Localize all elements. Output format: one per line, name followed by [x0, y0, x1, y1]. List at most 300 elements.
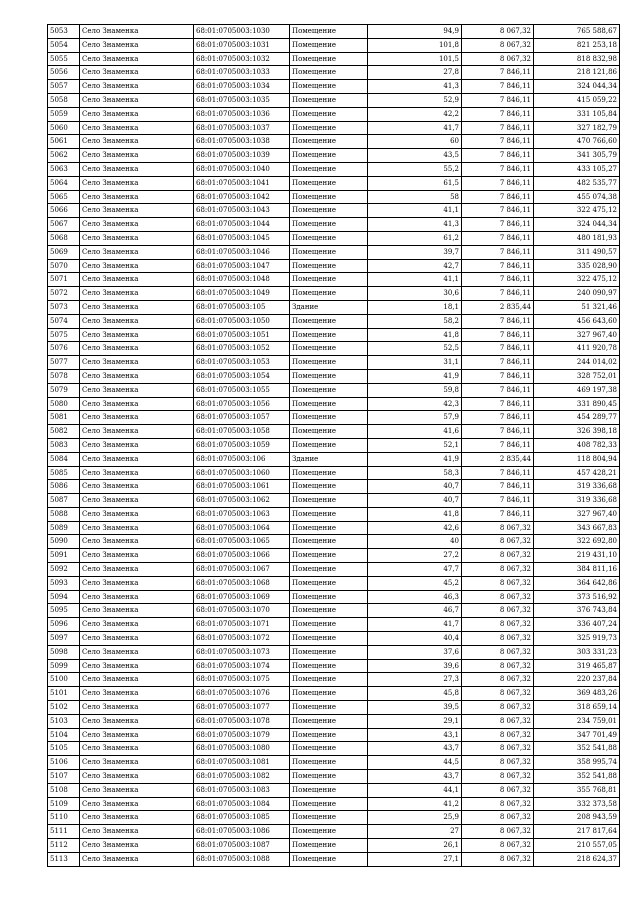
object-type-cell: Помещение — [290, 839, 368, 853]
rate-cell: 8 067,32 — [462, 756, 534, 770]
table-row — [48, 521, 620, 535]
value-cell: 455 074,38 — [534, 190, 620, 204]
area-cell: 27 — [368, 825, 462, 839]
cadastral-number-cell: 68:01:0705003:1067 — [194, 563, 290, 577]
object-type-cell: Помещение — [290, 480, 368, 494]
area-cell: 101,5 — [368, 52, 462, 66]
settlement-cell: Село Знаменка — [80, 369, 194, 383]
settlement-cell: Село Знаменка — [80, 618, 194, 632]
value-cell: 331 890,45 — [534, 397, 620, 411]
cadastral-number-cell: 68:01:0705003:1065 — [194, 535, 290, 549]
table-row — [48, 452, 620, 466]
area-cell: 44,5 — [368, 756, 462, 770]
object-type-cell: Помещение — [290, 356, 368, 370]
row-number-cell: 5110 — [48, 811, 80, 825]
row-number-cell: 5060 — [48, 121, 80, 135]
table-row — [48, 466, 620, 480]
cadastral-number-cell: 68:01:0705003:1044 — [194, 218, 290, 232]
row-number-cell: 5086 — [48, 480, 80, 494]
value-cell: 324 044,34 — [534, 218, 620, 232]
settlement-cell: Село Знаменка — [80, 273, 194, 287]
area-cell: 41,7 — [368, 121, 462, 135]
table-row — [48, 563, 620, 577]
rate-cell: 8 067,32 — [462, 811, 534, 825]
area-cell: 41,9 — [368, 369, 462, 383]
settlement-cell: Село Знаменка — [80, 535, 194, 549]
cadastral-number-cell: 68:01:0705003:1048 — [194, 273, 290, 287]
value-cell: 352 541,88 — [534, 770, 620, 784]
row-number-cell: 5113 — [48, 852, 80, 866]
value-cell: 217 817,64 — [534, 825, 620, 839]
value-cell: 234 759,01 — [534, 714, 620, 728]
object-type-cell: Помещение — [290, 604, 368, 618]
object-type-cell: Помещение — [290, 728, 368, 742]
object-type-cell: Помещение — [290, 397, 368, 411]
table-row — [48, 480, 620, 494]
cadastral-number-cell: 68:01:0705003:1066 — [194, 549, 290, 563]
table-row — [48, 25, 620, 39]
area-cell: 44,1 — [368, 783, 462, 797]
cadastral-number-cell: 68:01:0705003:1072 — [194, 632, 290, 646]
settlement-cell: Село Знаменка — [80, 673, 194, 687]
table-row — [48, 825, 620, 839]
rate-cell: 7 846,11 — [462, 342, 534, 356]
row-number-cell: 5091 — [48, 549, 80, 563]
rate-cell: 8 067,32 — [462, 549, 534, 563]
area-cell: 41,8 — [368, 507, 462, 521]
rate-cell: 7 846,11 — [462, 466, 534, 480]
settlement-cell: Село Знаменка — [80, 645, 194, 659]
area-cell: 43,7 — [368, 770, 462, 784]
row-number-cell: 5056 — [48, 66, 80, 80]
area-cell: 29,1 — [368, 714, 462, 728]
cadastral-number-cell: 68:01:0705003:1083 — [194, 783, 290, 797]
cadastral-number-cell: 68:01:0705003:1081 — [194, 756, 290, 770]
table-row — [48, 535, 620, 549]
row-number-cell: 5102 — [48, 701, 80, 715]
object-type-cell: Помещение — [290, 645, 368, 659]
table-row — [48, 383, 620, 397]
rate-cell: 8 067,32 — [462, 632, 534, 646]
cadastral-number-cell: 68:01:0705003:1038 — [194, 135, 290, 149]
value-cell: 319 465,87 — [534, 659, 620, 673]
area-cell: 42,7 — [368, 259, 462, 273]
settlement-cell: Село Знаменка — [80, 756, 194, 770]
value-cell: 469 197,38 — [534, 383, 620, 397]
cadastral-number-cell: 68:01:0705003:1041 — [194, 176, 290, 190]
value-cell: 821 253,18 — [534, 38, 620, 52]
rate-cell: 8 067,32 — [462, 604, 534, 618]
row-number-cell: 5075 — [48, 328, 80, 342]
object-type-cell: Помещение — [290, 742, 368, 756]
value-cell: 218 624,37 — [534, 852, 620, 866]
cadastral-number-cell: 68:01:0705003:1058 — [194, 425, 290, 439]
value-cell: 433 105,27 — [534, 162, 620, 176]
value-cell: 319 336,68 — [534, 494, 620, 508]
object-type-cell: Помещение — [290, 438, 368, 452]
table-row — [48, 135, 620, 149]
area-cell: 60 — [368, 135, 462, 149]
table-row — [48, 287, 620, 301]
object-type-cell: Помещение — [290, 328, 368, 342]
area-cell: 57,9 — [368, 411, 462, 425]
table-row — [48, 259, 620, 273]
value-cell: 325 919,73 — [534, 632, 620, 646]
settlement-cell: Село Знаменка — [80, 176, 194, 190]
row-number-cell: 5095 — [48, 604, 80, 618]
value-cell: 332 373,58 — [534, 797, 620, 811]
table-row — [48, 411, 620, 425]
value-cell: 322 692,80 — [534, 535, 620, 549]
row-number-cell: 5103 — [48, 714, 80, 728]
rate-cell: 2 835,44 — [462, 300, 534, 314]
value-cell: 51 321,46 — [534, 300, 620, 314]
row-number-cell: 5064 — [48, 176, 80, 190]
table-row — [48, 80, 620, 94]
table-row — [48, 507, 620, 521]
object-type-cell: Помещение — [290, 425, 368, 439]
row-number-cell: 5081 — [48, 411, 80, 425]
settlement-cell: Село Знаменка — [80, 825, 194, 839]
value-cell: 240 090,97 — [534, 287, 620, 301]
table-row — [48, 397, 620, 411]
row-number-cell: 5094 — [48, 590, 80, 604]
value-cell: 218 121,86 — [534, 66, 620, 80]
area-cell: 27,3 — [368, 673, 462, 687]
property-table — [47, 24, 620, 867]
value-cell: 219 431,10 — [534, 549, 620, 563]
area-cell: 61,5 — [368, 176, 462, 190]
table-row — [48, 604, 620, 618]
row-number-cell: 5093 — [48, 576, 80, 590]
table-row — [48, 632, 620, 646]
cadastral-number-cell: 68:01:0705003:1069 — [194, 590, 290, 604]
cadastral-number-cell: 68:01:0705003:1076 — [194, 687, 290, 701]
cadastral-number-cell: 68:01:0705003:1061 — [194, 480, 290, 494]
row-number-cell: 5079 — [48, 383, 80, 397]
table-row — [48, 204, 620, 218]
value-cell: 482 535,77 — [534, 176, 620, 190]
value-cell: 369 483,26 — [534, 687, 620, 701]
table-row — [48, 342, 620, 356]
settlement-cell: Село Знаменка — [80, 245, 194, 259]
row-number-cell: 5077 — [48, 356, 80, 370]
rate-cell: 8 067,32 — [462, 825, 534, 839]
object-type-cell: Помещение — [290, 563, 368, 577]
area-cell: 27,2 — [368, 549, 462, 563]
value-cell: 457 428,21 — [534, 466, 620, 480]
settlement-cell: Село Знаменка — [80, 852, 194, 866]
area-cell: 26,1 — [368, 839, 462, 853]
table-row — [48, 714, 620, 728]
table-row — [48, 66, 620, 80]
rate-cell: 8 067,32 — [462, 535, 534, 549]
rate-cell: 7 846,11 — [462, 507, 534, 521]
cadastral-number-cell: 68:01:0705003:1050 — [194, 314, 290, 328]
cadastral-number-cell: 68:01:0705003:1062 — [194, 494, 290, 508]
table-row — [48, 162, 620, 176]
cadastral-number-cell: 68:01:0705003:1074 — [194, 659, 290, 673]
table-row — [48, 756, 620, 770]
cadastral-number-cell: 68:01:0705003:1084 — [194, 797, 290, 811]
cadastral-number-cell: 68:01:0705003:1064 — [194, 521, 290, 535]
table-row — [48, 149, 620, 163]
row-number-cell: 5073 — [48, 300, 80, 314]
table-row — [48, 839, 620, 853]
cadastral-number-cell: 68:01:0705003:1043 — [194, 204, 290, 218]
cadastral-number-cell: 68:01:0705003:1086 — [194, 825, 290, 839]
settlement-cell: Село Знаменка — [80, 328, 194, 342]
area-cell: 18,1 — [368, 300, 462, 314]
rate-cell: 7 846,11 — [462, 494, 534, 508]
settlement-cell: Село Знаменка — [80, 356, 194, 370]
rate-cell: 7 846,11 — [462, 107, 534, 121]
rate-cell: 8 067,32 — [462, 38, 534, 52]
row-number-cell: 5067 — [48, 218, 80, 232]
object-type-cell: Помещение — [290, 245, 368, 259]
cadastral-number-cell: 68:01:0705003:1046 — [194, 245, 290, 259]
settlement-cell: Село Знаменка — [80, 383, 194, 397]
settlement-cell: Село Знаменка — [80, 107, 194, 121]
value-cell: 411 920,78 — [534, 342, 620, 356]
row-number-cell: 5082 — [48, 425, 80, 439]
settlement-cell: Село Знаменка — [80, 604, 194, 618]
area-cell: 42,2 — [368, 107, 462, 121]
value-cell: 352 541,88 — [534, 742, 620, 756]
rate-cell: 7 846,11 — [462, 314, 534, 328]
cadastral-number-cell: 68:01:0705003:1063 — [194, 507, 290, 521]
rate-cell: 7 846,11 — [462, 204, 534, 218]
object-type-cell: Помещение — [290, 287, 368, 301]
object-type-cell: Помещение — [290, 811, 368, 825]
table-row — [48, 107, 620, 121]
object-type-cell: Помещение — [290, 369, 368, 383]
cadastral-number-cell: 68:01:0705003:1039 — [194, 149, 290, 163]
table-row — [48, 231, 620, 245]
settlement-cell: Село Знаменка — [80, 25, 194, 39]
row-number-cell: 5062 — [48, 149, 80, 163]
rate-cell: 7 846,11 — [462, 66, 534, 80]
area-cell: 41,2 — [368, 797, 462, 811]
object-type-cell: Помещение — [290, 673, 368, 687]
settlement-cell: Село Знаменка — [80, 728, 194, 742]
value-cell: 358 995,74 — [534, 756, 620, 770]
settlement-cell: Село Знаменка — [80, 66, 194, 80]
cadastral-number-cell: 68:01:0705003:105 — [194, 300, 290, 314]
area-cell: 58 — [368, 190, 462, 204]
object-type-cell: Помещение — [290, 797, 368, 811]
settlement-cell: Село Знаменка — [80, 632, 194, 646]
cadastral-number-cell: 68:01:0705003:1053 — [194, 356, 290, 370]
rate-cell: 8 067,32 — [462, 563, 534, 577]
area-cell: 52,9 — [368, 93, 462, 107]
table-row — [48, 549, 620, 563]
table-row — [48, 783, 620, 797]
value-cell: 311 490,57 — [534, 245, 620, 259]
cadastral-number-cell: 68:01:0705003:1049 — [194, 287, 290, 301]
value-cell: 324 044,34 — [534, 80, 620, 94]
rate-cell: 7 846,11 — [462, 121, 534, 135]
area-cell: 41,6 — [368, 425, 462, 439]
object-type-cell: Помещение — [290, 466, 368, 480]
value-cell: 480 181,93 — [534, 231, 620, 245]
cadastral-number-cell: 68:01:0705003:1071 — [194, 618, 290, 632]
area-cell: 40,4 — [368, 632, 462, 646]
cadastral-number-cell: 68:01:0705003:1068 — [194, 576, 290, 590]
cadastral-number-cell: 68:01:0705003:1052 — [194, 342, 290, 356]
row-number-cell: 5109 — [48, 797, 80, 811]
row-number-cell: 5055 — [48, 52, 80, 66]
settlement-cell: Село Знаменка — [80, 397, 194, 411]
object-type-cell: Помещение — [290, 273, 368, 287]
row-number-cell: 5061 — [48, 135, 80, 149]
area-cell: 37,6 — [368, 645, 462, 659]
cadastral-number-cell: 68:01:0705003:1032 — [194, 52, 290, 66]
rate-cell: 8 067,32 — [462, 590, 534, 604]
cadastral-number-cell: 68:01:0705003:1035 — [194, 93, 290, 107]
row-number-cell: 5069 — [48, 245, 80, 259]
area-cell: 40 — [368, 535, 462, 549]
value-cell: 373 516,92 — [534, 590, 620, 604]
cadastral-number-cell: 68:01:0705003:1054 — [194, 369, 290, 383]
table-row — [48, 659, 620, 673]
value-cell: 318 659,14 — [534, 701, 620, 715]
rate-cell: 7 846,11 — [462, 287, 534, 301]
value-cell: 355 768,81 — [534, 783, 620, 797]
value-cell: 335 028,90 — [534, 259, 620, 273]
row-number-cell: 5089 — [48, 521, 80, 535]
object-type-cell: Помещение — [290, 149, 368, 163]
row-number-cell: 5108 — [48, 783, 80, 797]
settlement-cell: Село Знаменка — [80, 259, 194, 273]
rate-cell: 7 846,11 — [462, 397, 534, 411]
row-number-cell: 5100 — [48, 673, 80, 687]
row-number-cell: 5097 — [48, 632, 80, 646]
settlement-cell: Село Знаменка — [80, 287, 194, 301]
area-cell: 41,3 — [368, 218, 462, 232]
value-cell: 341 305,79 — [534, 149, 620, 163]
object-type-cell: Помещение — [290, 852, 368, 866]
area-cell: 31,1 — [368, 356, 462, 370]
rate-cell: 7 846,11 — [462, 80, 534, 94]
object-type-cell: Помещение — [290, 494, 368, 508]
settlement-cell: Село Знаменка — [80, 701, 194, 715]
area-cell: 41,9 — [368, 452, 462, 466]
cadastral-number-cell: 68:01:0705003:1080 — [194, 742, 290, 756]
rate-cell: 7 846,11 — [462, 93, 534, 107]
table-row — [48, 356, 620, 370]
value-cell: 470 766,60 — [534, 135, 620, 149]
rate-cell: 7 846,11 — [462, 176, 534, 190]
object-type-cell: Помещение — [290, 342, 368, 356]
rate-cell: 7 846,11 — [462, 369, 534, 383]
table-row — [48, 618, 620, 632]
settlement-cell: Село Знаменка — [80, 687, 194, 701]
row-number-cell: 5083 — [48, 438, 80, 452]
settlement-cell: Село Знаменка — [80, 80, 194, 94]
object-type-cell: Помещение — [290, 190, 368, 204]
object-type-cell: Помещение — [290, 701, 368, 715]
row-number-cell: 5085 — [48, 466, 80, 480]
object-type-cell: Помещение — [290, 590, 368, 604]
table-row — [48, 245, 620, 259]
row-number-cell: 5111 — [48, 825, 80, 839]
rate-cell: 8 067,32 — [462, 852, 534, 866]
cadastral-number-cell: 68:01:0705003:1047 — [194, 259, 290, 273]
row-number-cell: 5063 — [48, 162, 80, 176]
rate-cell: 7 846,11 — [462, 259, 534, 273]
area-cell: 27,8 — [368, 66, 462, 80]
table-row — [48, 273, 620, 287]
value-cell: 208 943,59 — [534, 811, 620, 825]
value-cell: 408 782,33 — [534, 438, 620, 452]
value-cell: 303 331,23 — [534, 645, 620, 659]
cadastral-number-cell: 68:01:0705003:1075 — [194, 673, 290, 687]
cadastral-number-cell: 68:01:0705003:106 — [194, 452, 290, 466]
object-type-cell: Помещение — [290, 93, 368, 107]
cadastral-number-cell: 68:01:0705003:1051 — [194, 328, 290, 342]
object-type-cell: Помещение — [290, 176, 368, 190]
value-cell: 331 105,84 — [534, 107, 620, 121]
settlement-cell: Село Знаменка — [80, 521, 194, 535]
table-row — [48, 369, 620, 383]
value-cell: 415 059,22 — [534, 93, 620, 107]
table-row — [48, 590, 620, 604]
row-number-cell: 5099 — [48, 659, 80, 673]
area-cell: 41,8 — [368, 328, 462, 342]
settlement-cell: Село Знаменка — [80, 507, 194, 521]
rate-cell: 7 846,11 — [462, 273, 534, 287]
table-row — [48, 300, 620, 314]
rate-cell: 8 067,32 — [462, 783, 534, 797]
settlement-cell: Село Знаменка — [80, 659, 194, 673]
rate-cell: 7 846,11 — [462, 190, 534, 204]
row-number-cell: 5053 — [48, 25, 80, 39]
cadastral-number-cell: 68:01:0705003:1056 — [194, 397, 290, 411]
table-row — [48, 328, 620, 342]
rate-cell: 8 067,32 — [462, 645, 534, 659]
table-row — [48, 645, 620, 659]
cadastral-number-cell: 68:01:0705003:1088 — [194, 852, 290, 866]
rate-cell: 7 846,11 — [462, 425, 534, 439]
object-type-cell: Помещение — [290, 121, 368, 135]
settlement-cell: Село Знаменка — [80, 190, 194, 204]
table-row — [48, 121, 620, 135]
table-row — [48, 38, 620, 52]
row-number-cell: 5107 — [48, 770, 80, 784]
object-type-cell: Помещение — [290, 411, 368, 425]
settlement-cell: Село Знаменка — [80, 52, 194, 66]
row-number-cell: 5072 — [48, 287, 80, 301]
cadastral-number-cell: 68:01:0705003:1030 — [194, 25, 290, 39]
object-type-cell: Помещение — [290, 507, 368, 521]
value-cell: 327 967,40 — [534, 328, 620, 342]
value-cell: 328 752,01 — [534, 369, 620, 383]
table-row — [48, 576, 620, 590]
cadastral-number-cell: 68:01:0705003:1077 — [194, 701, 290, 715]
settlement-cell: Село Знаменка — [80, 839, 194, 853]
rate-cell: 7 846,11 — [462, 218, 534, 232]
row-number-cell: 5059 — [48, 107, 80, 121]
object-type-cell: Помещение — [290, 25, 368, 39]
value-cell: 765 588,67 — [534, 25, 620, 39]
value-cell: 456 643,60 — [534, 314, 620, 328]
table-row — [48, 687, 620, 701]
value-cell: 336 407,24 — [534, 618, 620, 632]
cadastral-number-cell: 68:01:0705003:1059 — [194, 438, 290, 452]
area-cell: 43,7 — [368, 742, 462, 756]
area-cell: 45,8 — [368, 687, 462, 701]
